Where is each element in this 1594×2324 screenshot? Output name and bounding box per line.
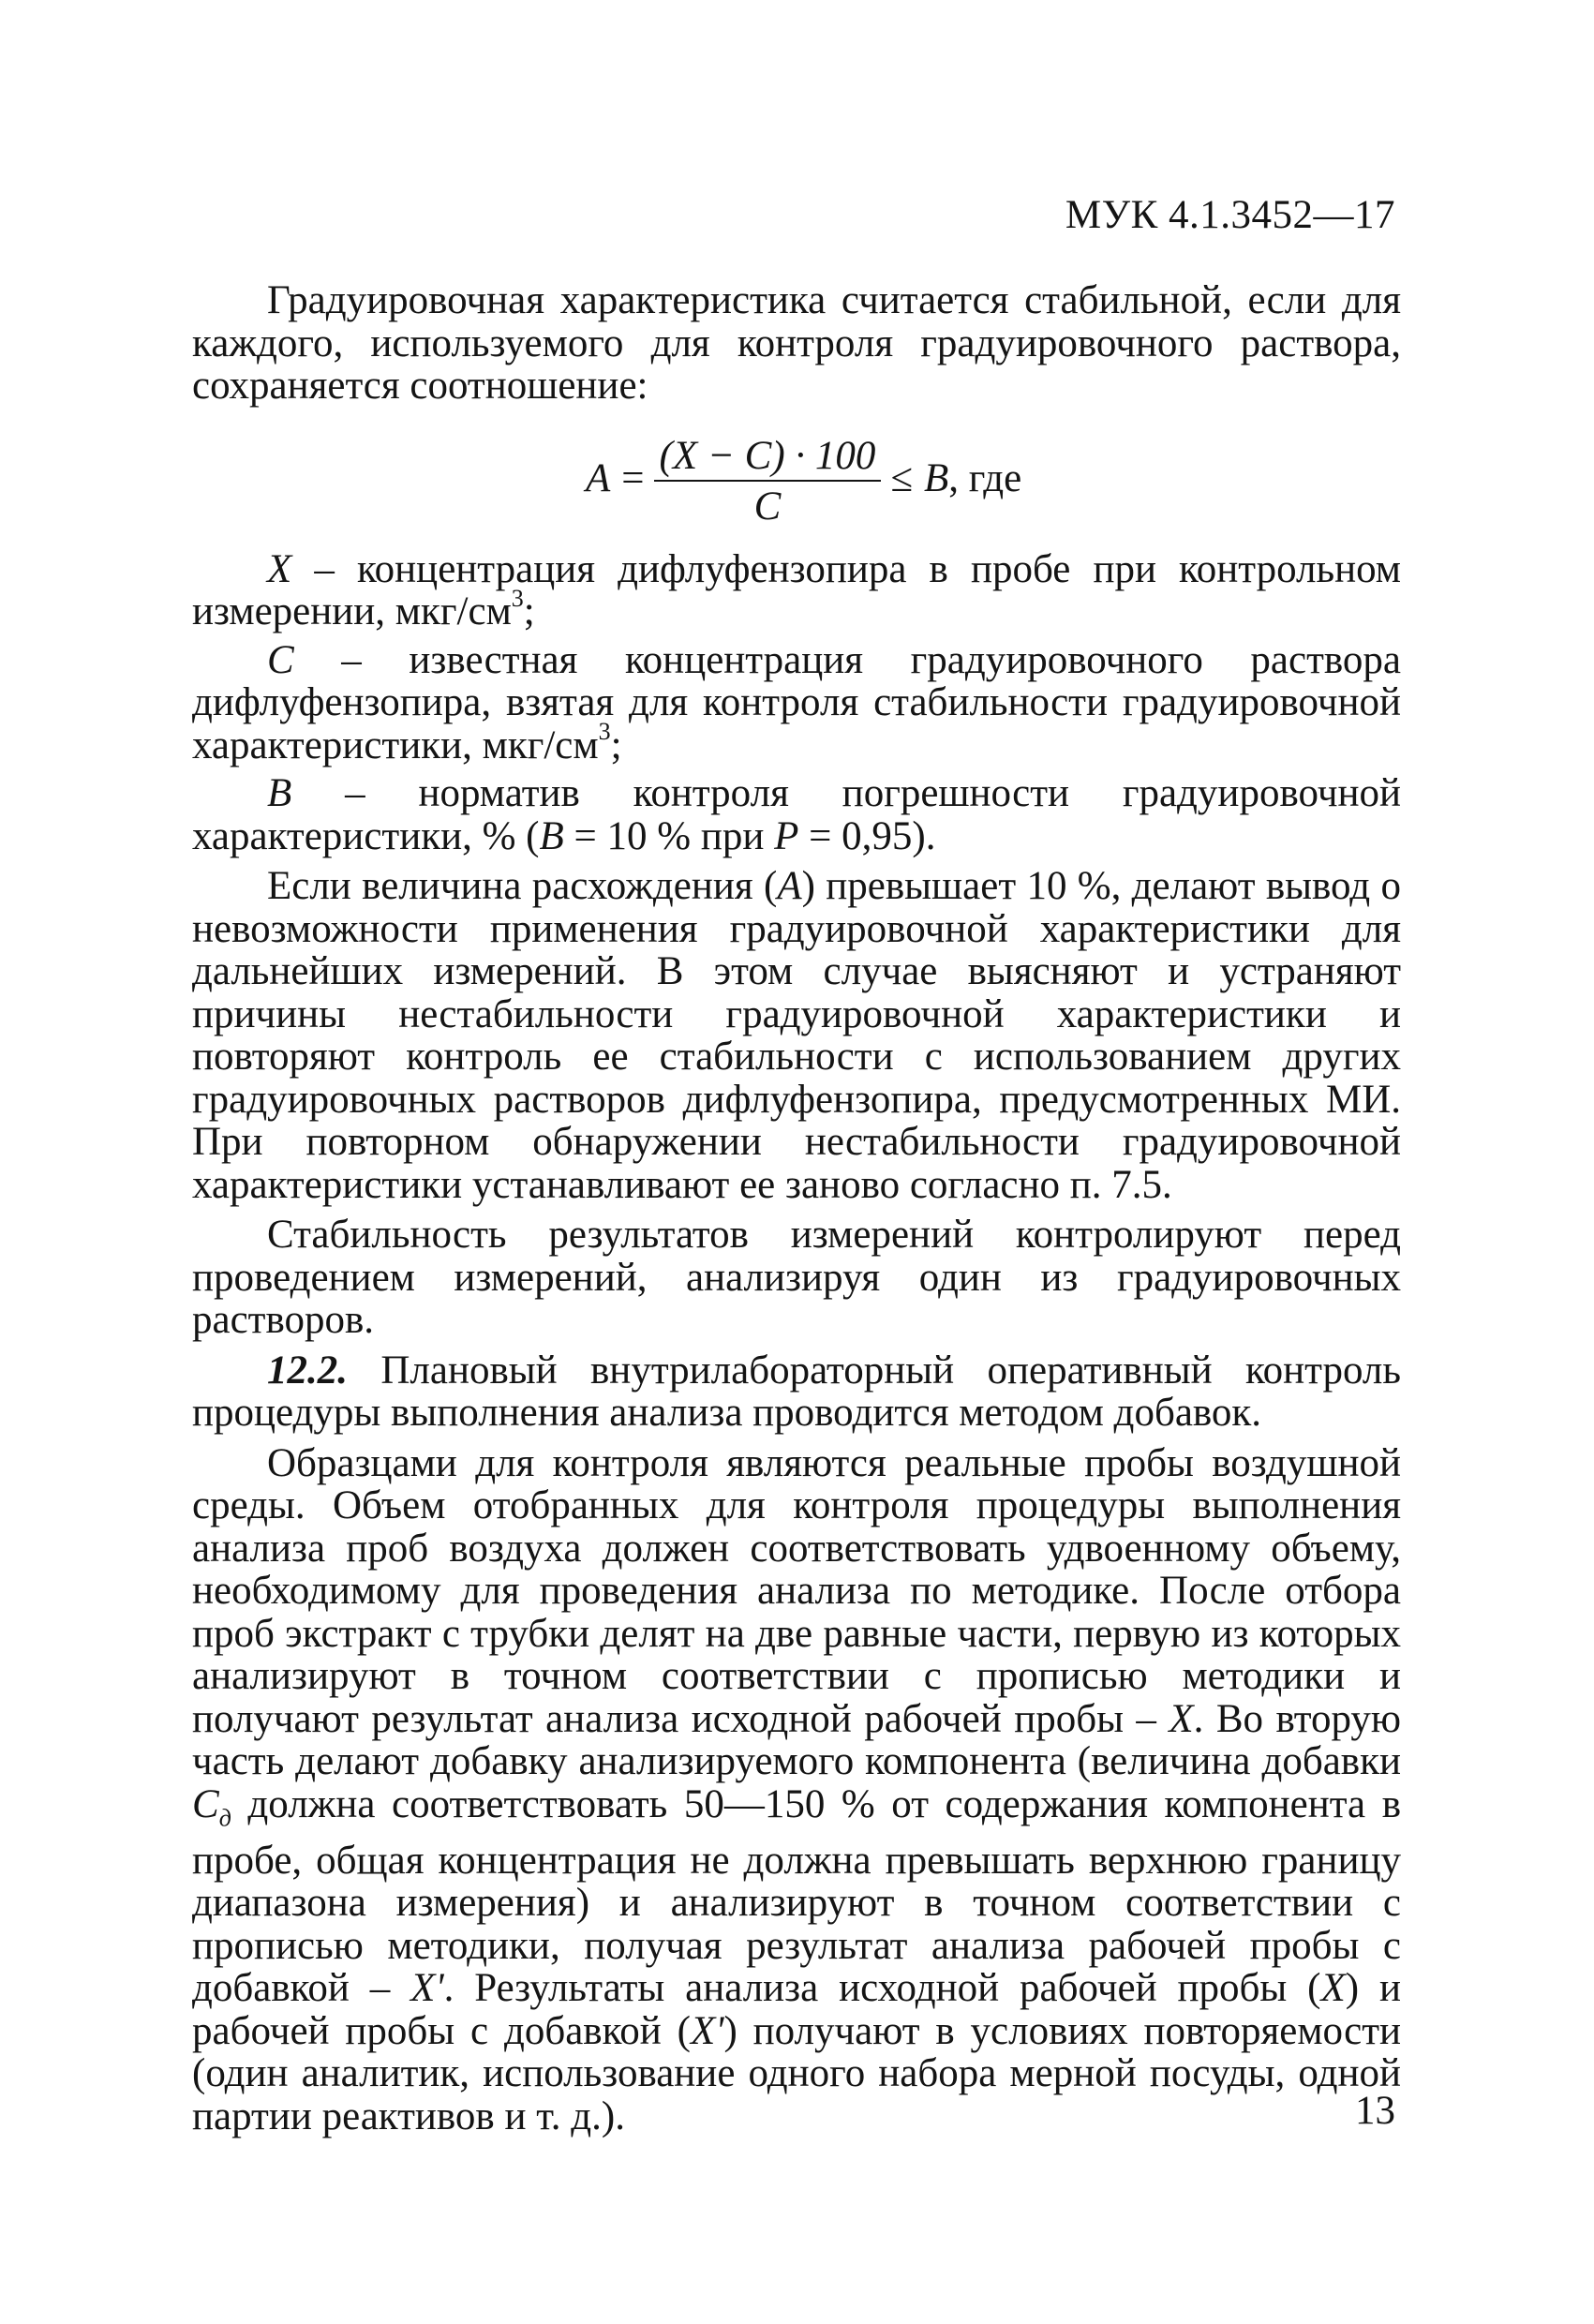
symbol-x: X: [1320, 1966, 1346, 2011]
paragraph-text: Плановый внутрилабораторный оперативный контроль процедуры выполнения анализа проводится методом добавок.: [192, 1348, 1401, 1435]
definition-b-text-3: = 0,95).: [798, 813, 936, 858]
formula-rhs: B: [924, 455, 949, 500]
paragraph-text: ) и рабочей пробы с добавкой (: [192, 1966, 1401, 2053]
symbol-x-prime: X': [410, 1966, 444, 2011]
paragraph-discrepancy: [192, 865, 1401, 1206]
paragraph-12-2: [192, 1349, 1401, 1435]
subscript-d: д: [218, 1804, 231, 1832]
formula-numerator: (X − C) · 100: [654, 435, 882, 482]
paragraph-text: ) превышает 10 %, делают вывод о невозможности применения градуировочной характеристики для дальнейших измерений. В этом случае выясняют и устраняют причины нестабильности градуировочной характеристики и повторяют контроль ее стабильности с использованием других градуировочных растворов дифлуфензопира, предусмотренных МИ. При повторном обнаружении нестабильности градуировочной характеристики устанавливают ее заново согласно п. 7.5.: [192, 864, 1401, 1207]
symbol-x: X: [267, 546, 292, 591]
symbol-p: P: [774, 813, 799, 858]
formula-suffix: , где: [948, 455, 1022, 500]
paragraph-text: Если величина расхождения (: [267, 864, 778, 908]
section-number: 12.2.: [267, 1348, 348, 1393]
symbol-x: X: [1169, 1696, 1194, 1741]
body-text: [192, 279, 1401, 2138]
paragraph-text: Стабильность результатов измерений контролируют перед проведением измерений, анализируя один из градуировочных растворов.: [192, 1213, 1401, 1342]
symbol-b-2: B: [539, 813, 564, 858]
definition-c-text: – известная концентрация градуировочного раствора дифлуфензопира, взятая для контроля стабильности градуировочной характеристики, мкг/см: [192, 637, 1401, 767]
definition-x: X – концентрация дифлуфензопира в пробе при контрольном измерении, мкг/$см^3$;: [192, 546, 1401, 633]
definition-x-text: – концентрация дифлуфензопира в пробе при контрольном измерении, мкг/см: [192, 546, 1401, 633]
symbol-c: C: [192, 1781, 219, 1826]
symbol-a: A: [777, 864, 802, 908]
symbol-c: C: [267, 637, 294, 682]
definition-c: C – известная концентрация градуировочного раствора дифлуфензопира, взятая для контроля стабильности градуировочной характеристики, мкг/$см^3$;: [192, 637, 1401, 767]
paragraph-text: должна соответствовать 50—150 % от содержания компонента в пробе, общая концентрация не должна превышать верхнюю границу диапазона измерения) и анализируют в точном соответствии с прописью методики, получая результат анализа рабочей пробы с добавкой –: [192, 1781, 1401, 2011]
formula-discrepancy: [586, 423, 1401, 535]
document-code: МУК 4.1.3452—17: [1065, 193, 1395, 237]
symbol-b: B: [267, 771, 292, 815]
formula-fraction: [654, 435, 882, 530]
paragraph-stability-condition: [192, 279, 1401, 408]
paragraph-text: . Результаты анализа исходной рабочей пробы (: [443, 1966, 1321, 2011]
paragraph-stability-control: [192, 1214, 1401, 1342]
formula-denominator: C: [753, 484, 782, 529]
paragraph-text: Градуировочная характеристика считается стабильной, если для каждого, используемого для контроля градуировочного раствора, сохраняется соотношение:: [192, 278, 1401, 408]
formula-lhs: A: [586, 455, 611, 500]
paragraph-text: ) получают в условиях повторяемости (один аналитик, использование одного набора мерной посуды, одной партии реактивов и т. д.).: [192, 2008, 1401, 2138]
paragraph-text: . Во вторую часть делают добавку анализируемого компонента (величина добавки: [192, 1696, 1401, 1783]
definition-b: [192, 772, 1401, 857]
paragraph-text: Образцами для контроля являются реальные пробы воздушной среды. Объем отобранных для контроля процедуры выполнения анализа проб воздуха должен соответствовать удвоенному объему, необходимому для проведения анализа по методике. После отбора проб экстракт с трубки делят на две равные части, первую из которых анализируют в точном соответствии с прописью методики и получают результат анализа исходной рабочей пробы –: [192, 1440, 1401, 1741]
page-number: 13: [1355, 2089, 1395, 2133]
formula-relation: ≤: [890, 455, 914, 500]
paragraph-samples: [192, 1442, 1401, 2138]
formula-equals: =: [621, 455, 645, 500]
symbol-x-prime: X': [690, 2008, 724, 2053]
definition-b-text-2: = 10 % при: [563, 813, 775, 858]
definition-b-text-1: – норматив контроля погрешности градуировочной характеристики, % (: [192, 771, 1401, 858]
